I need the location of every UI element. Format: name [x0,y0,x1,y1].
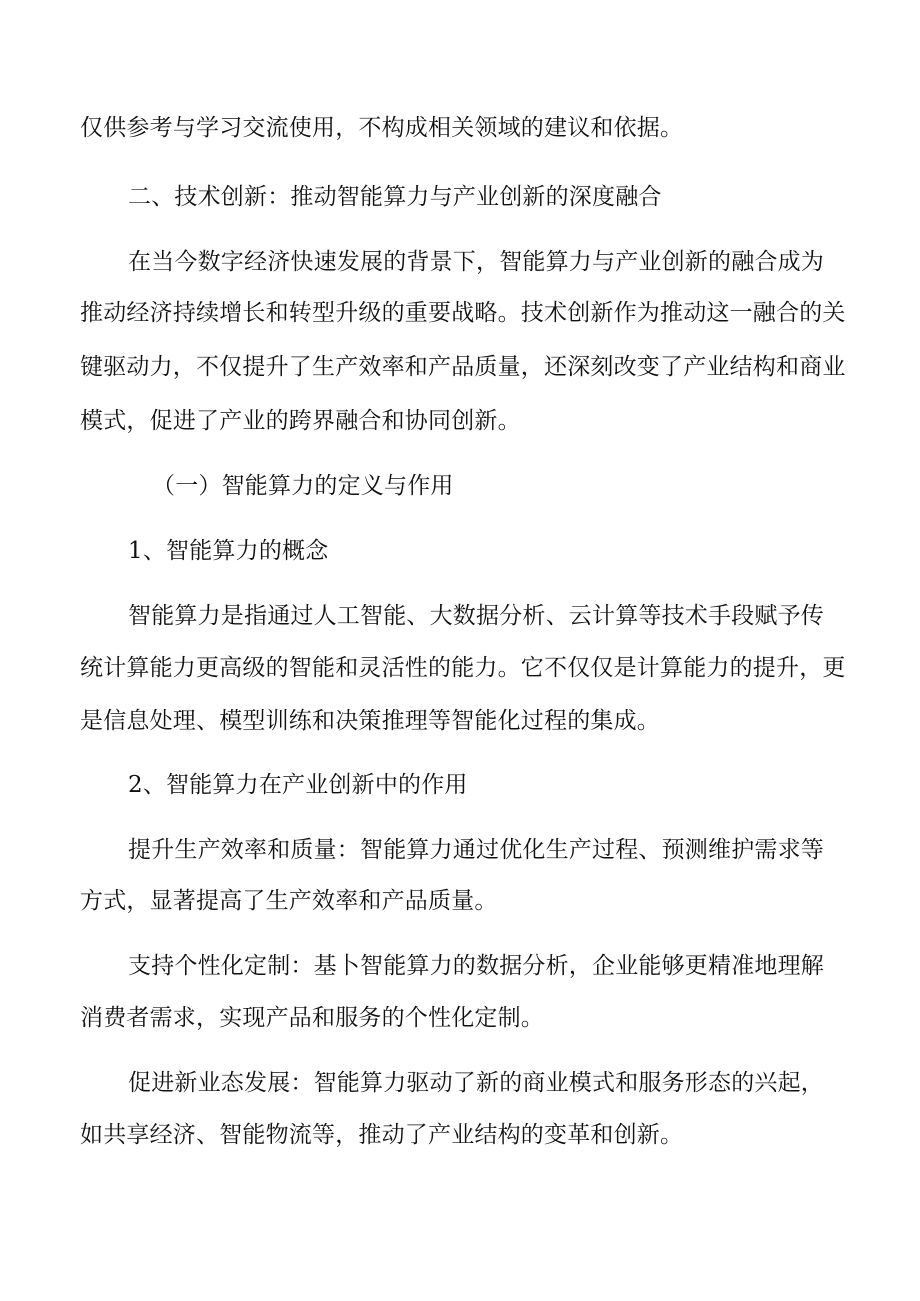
paragraph-line: 在当今数字经济快速发展的背景下，智能算力与产业创新的融合成为 [128,249,824,275]
subsection-heading: （一）智能算力的定义与作用 [152,473,454,499]
paragraph-line: 统计算能力更高级的智能和灵活性的能力。它不仅仅是计算能力的提升，更 [80,655,846,681]
paragraph-line: 是信息处理、模型训练和决策推理等智能化过程的集成。 [80,708,660,734]
paragraph-disclaimer: 仅供参考与学习交流使用，不构成相关领域的建议和依据。 [80,115,684,141]
item-heading: 1、智能算力的概念 [128,538,329,564]
paragraph-line: 键驱动力，不仅提升了生产效率和产品质量，还深刻改变了产业结构和商业 [80,354,846,380]
section-heading: 二、技术创新：推动智能算力与产业创新的深度融合 [128,184,662,210]
paragraph-line: 方式，显著提高了生产效率和产品质量。 [80,888,498,914]
paragraph-line: 支持个性化定制：基卜智能算力的数据分析，企业能够更精准地理解 [128,953,824,979]
paragraph-line: 提升生产效率和质量：智能算力通过优化生产过程、预测维护需求等 [128,837,824,863]
paragraph-line: 促进新业态发展：智能算力驱动了新的商业模式和服务形态的兴起， [128,1070,824,1096]
paragraph-line: 模式，促进了产业的跨界融合和协同创新。 [80,408,521,434]
paragraph-line: 消费者需求，实现产品和服务的个性化定制。 [80,1005,544,1031]
paragraph-line: 智能算力是指通过人工智能、大数据分析、云计算等技术手段赋予传 [128,603,824,629]
item-heading: 2、智能算力在产业创新中的作用 [128,772,468,798]
paragraph-line: 推动经济持续增长和转型升级的重要战略。技术创新作为推动这一融合的关 [80,300,846,326]
paragraph-line: 如共享经济、智能物流等，推动了产业结构的变革和创新。 [80,1122,684,1148]
